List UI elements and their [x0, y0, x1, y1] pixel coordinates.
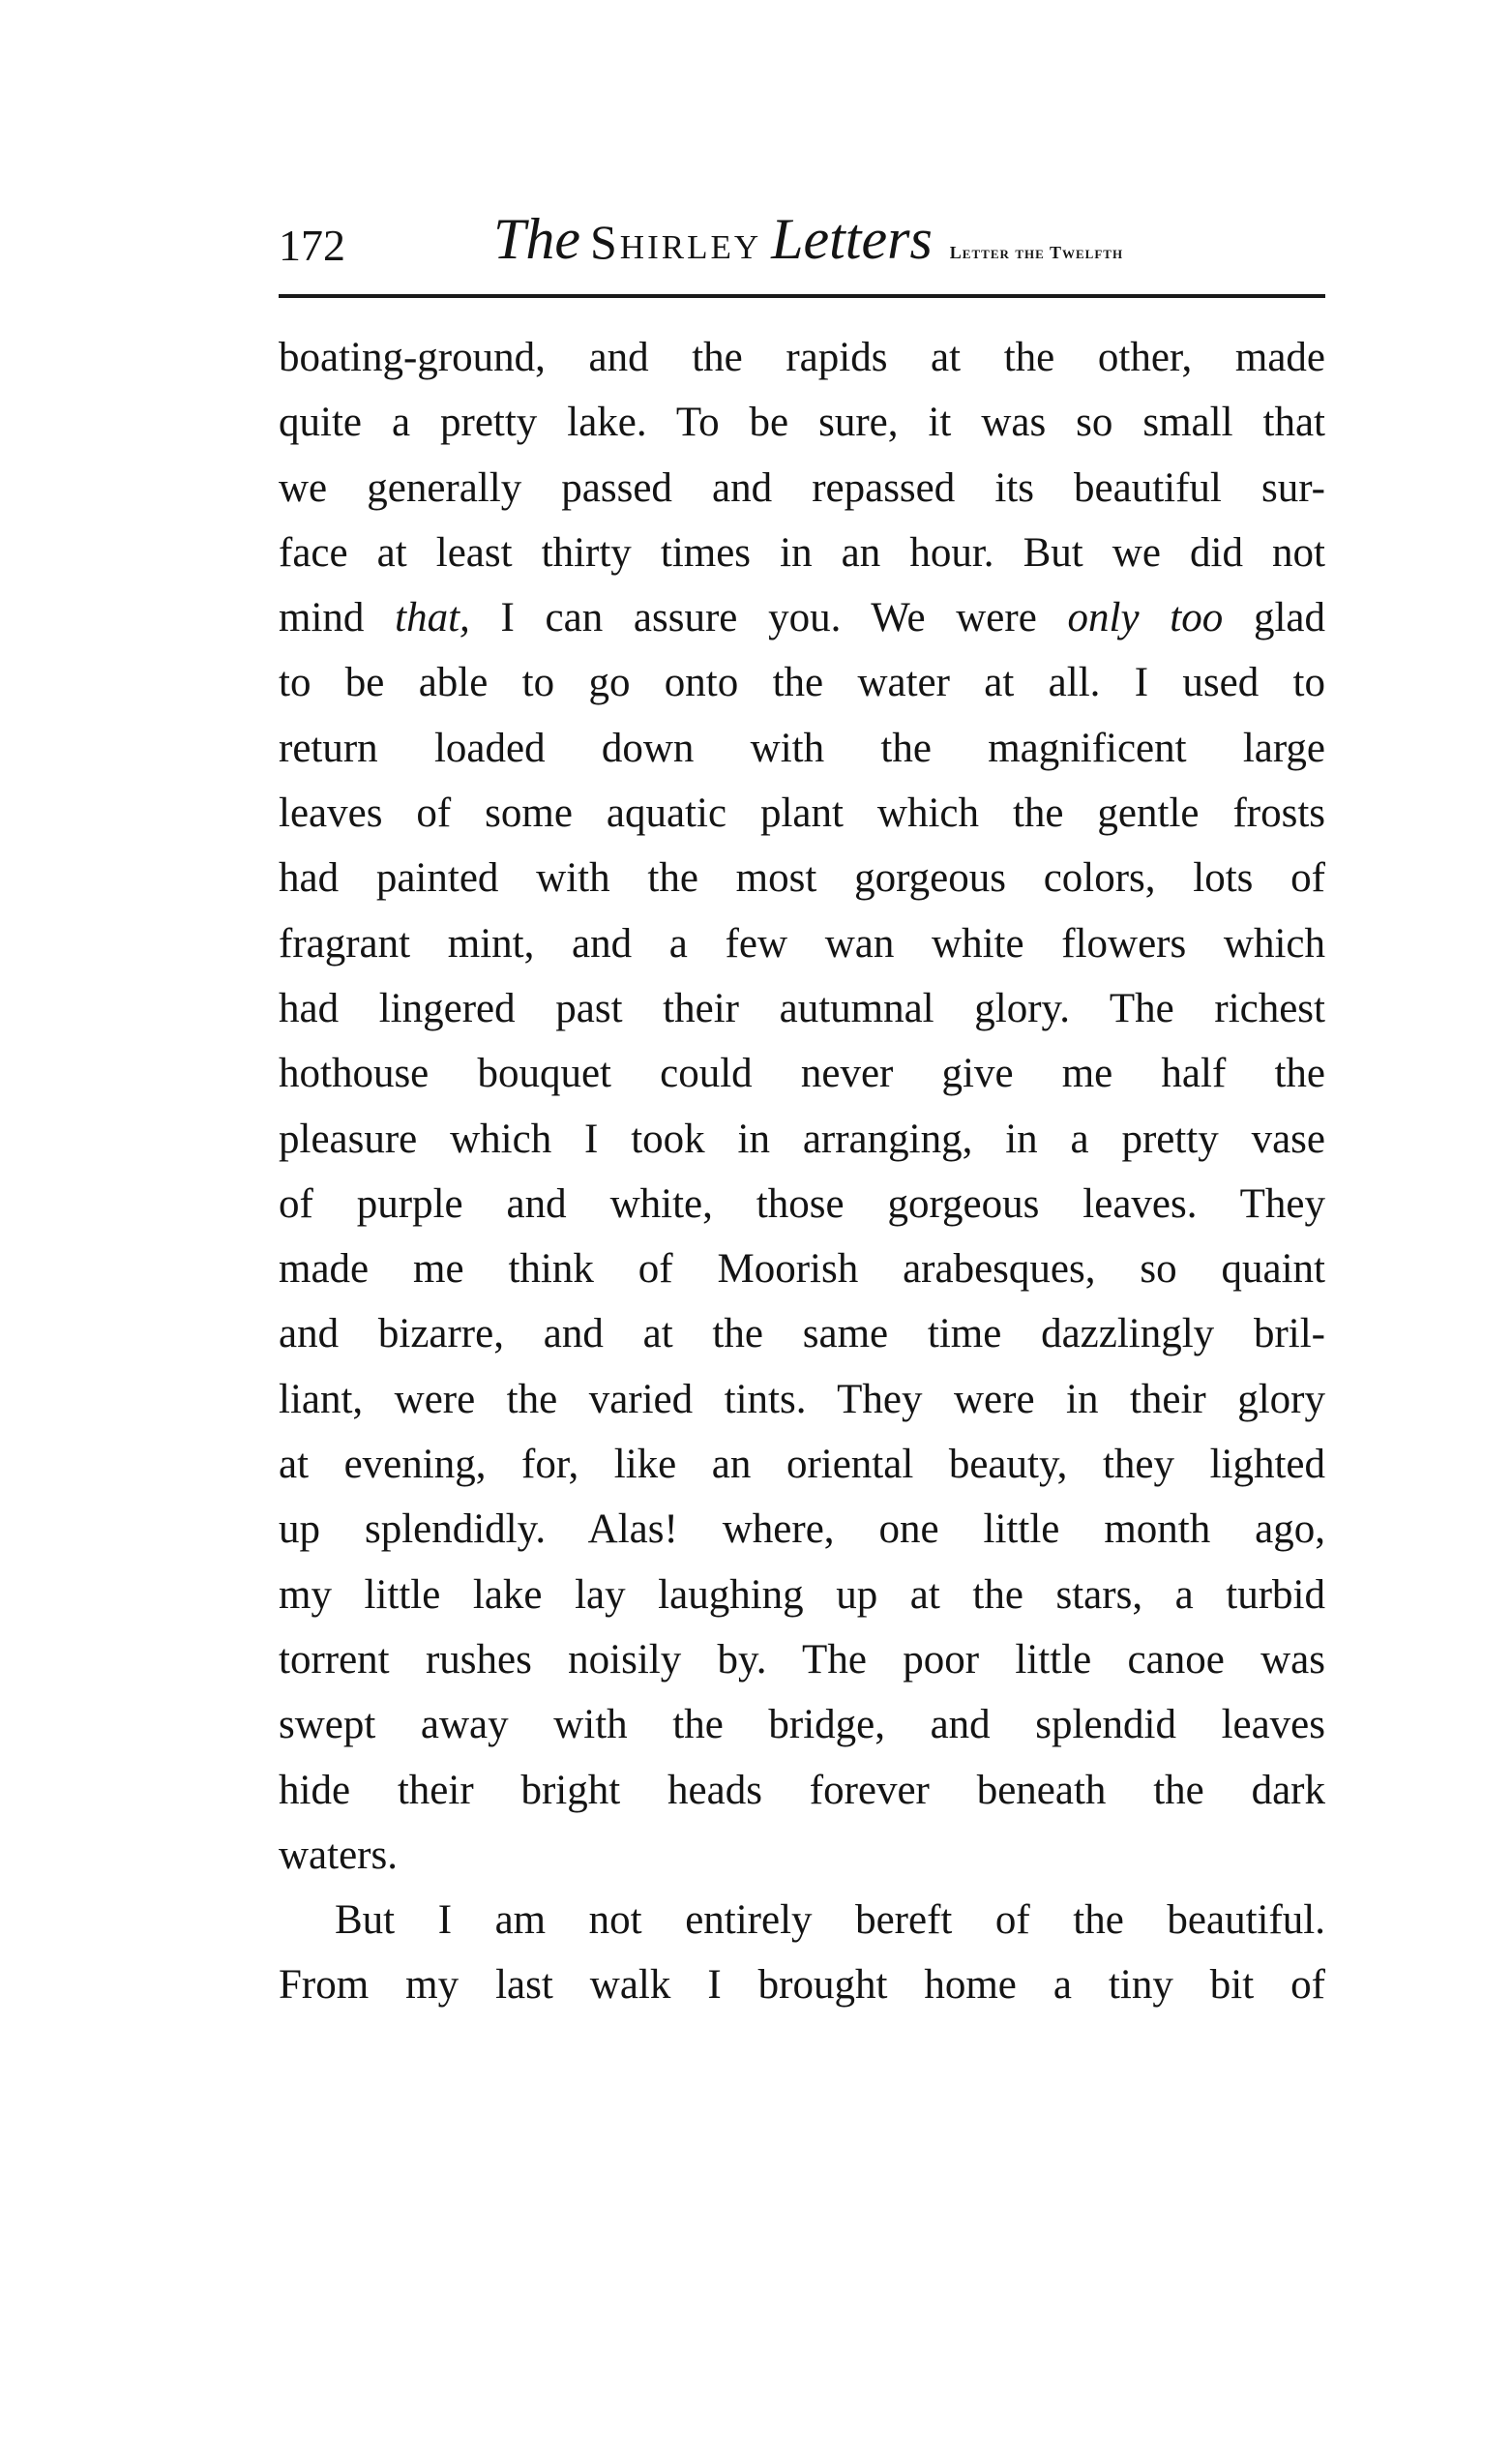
text-line: hide their bright heads forever beneath the dark [279, 1767, 1325, 1813]
text-segment: I can assure you. We were [469, 595, 1068, 641]
text-line: liant, were the varied tints. They were in their glory [279, 1376, 1325, 1422]
running-header [279, 205, 1325, 277]
text-line: had painted with the most gorgeous colors, lots of [279, 855, 1325, 902]
header-rule [279, 294, 1325, 298]
text-line: quite a pretty lake. To be sure, it was so small that [279, 400, 1325, 446]
page-number: 172 [279, 221, 345, 270]
text-line: at evening, for, like an oriental beauty, they lighted [279, 1442, 1325, 1488]
text-line: face at least thirty times in an hour. But we did not [279, 529, 1325, 576]
paragraph-first-line: But I am not entirely bereft of the beautiful. [335, 1897, 1325, 1944]
text-line: swept away with the bridge, and splendid leaves [279, 1702, 1325, 1748]
section-title: Letter the Twelfth [949, 243, 1124, 262]
italic-only-too: only too [1067, 595, 1224, 641]
text-line: hothouse bouquet could never give me half the [279, 1051, 1325, 1097]
text-segment: glad [1223, 595, 1325, 641]
text-line: From my last walk I brought home a tiny bit of [279, 1962, 1325, 2009]
text-line: made me think of Moorish arabesques, so quaint [279, 1246, 1325, 1293]
body-text [279, 325, 1325, 2018]
text-line: fragrant mint, and a few wan white flowers which [279, 920, 1325, 967]
text-line: and bizarre, and at the same time dazzlingly bril- [279, 1311, 1325, 1357]
text-line: of purple and white, those gorgeous leaves. They [279, 1180, 1325, 1227]
text-line: we generally passed and repassed its beautiful sur- [279, 464, 1325, 511]
text-line: my little lake lay laughing up at the stars, a turbid [279, 1571, 1325, 1618]
text-segment: mind [279, 595, 396, 641]
text-line: waters. [279, 1832, 398, 1878]
running-title [493, 205, 1123, 288]
text-line: boating-ground, and the rapids at the other, made [279, 335, 1325, 380]
text-line: up splendidly. Alas! where, one little month ago, [279, 1506, 1325, 1553]
text-line: leaves of some aquatic plant which the gentle frosts [279, 790, 1325, 837]
italic-that: that, [395, 595, 470, 641]
running-title-letters: Letters [771, 207, 933, 271]
text-line [279, 585, 1325, 650]
running-title-shirley: Shirley [590, 215, 762, 269]
text-line: torrent rushes noisily by. The poor little canoe was [279, 1636, 1325, 1683]
text-line: to be able to go onto the water at all. I used to [279, 660, 1325, 706]
text-line: had lingered past their autumnal glory. The richest [279, 985, 1325, 1031]
text-line: pleasure which I took in arranging, in a pretty vase [279, 1116, 1325, 1162]
text-line: return loaded down with the magnificent large [279, 725, 1325, 771]
running-title-the: The [493, 207, 580, 271]
